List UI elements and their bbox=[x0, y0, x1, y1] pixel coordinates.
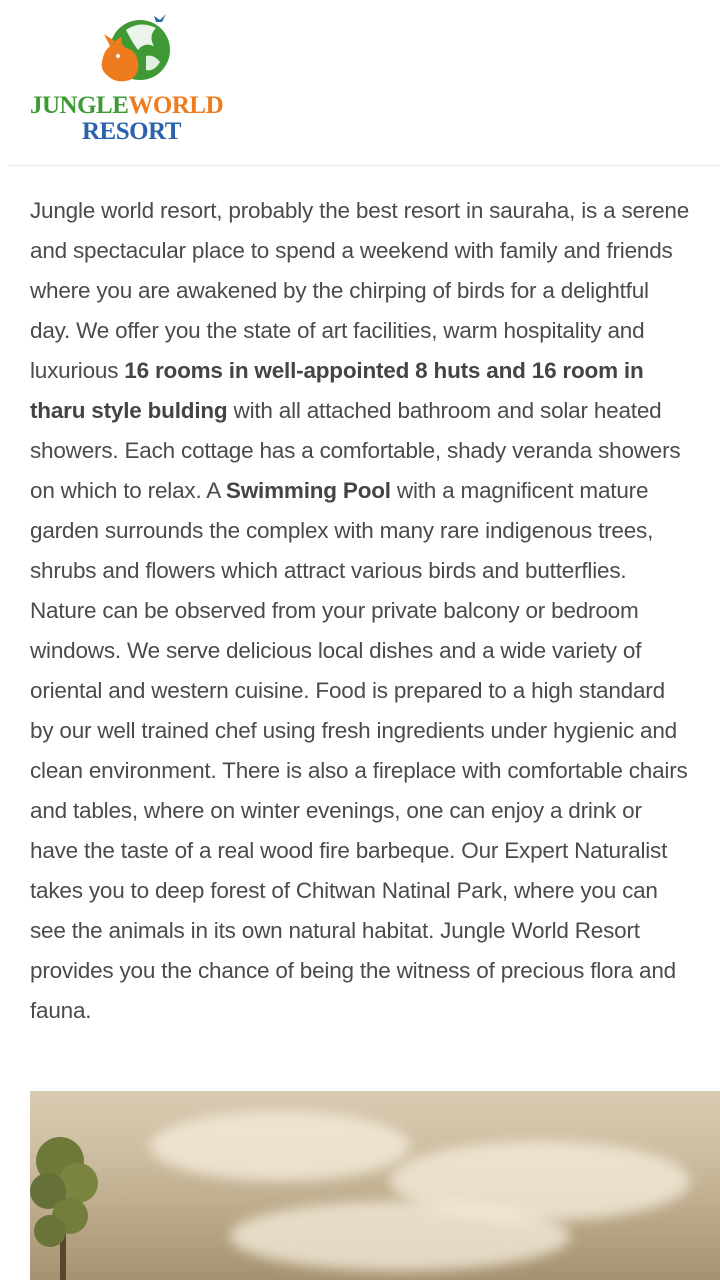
photo-cloud bbox=[150, 1111, 410, 1181]
description-paragraph bbox=[30, 191, 694, 1031]
resort-logo[interactable] bbox=[30, 12, 240, 152]
resort-landscape-photo bbox=[30, 1091, 720, 1280]
tree-icon bbox=[30, 1121, 110, 1280]
photo-cloud bbox=[230, 1201, 570, 1271]
header-divider bbox=[8, 165, 720, 166]
site-header bbox=[0, 0, 720, 166]
description-bold-rooms: 16 rooms in well-appointed 8 huts and 16 room in tharu style bulding bbox=[30, 358, 644, 423]
description-text-2: with all attached bathroom and solar heated showers. Each cottage has a comfortable, shady veranda showers on which to relax. A bbox=[30, 398, 681, 503]
rhino-globe-logo-icon bbox=[96, 12, 176, 92]
description-text-3: with a magnificent mature garden surrounds the complex with many rare indigenous trees, shrubs and flowers which attract various birds and butterflies. Nature can be observed from your private balcony or bedroom windows. We serve delicious local dishes and a wide variety of oriental and western cuisine. Food is prepared to a high standard by our well trained chef using fresh ingredients under hygienic and clean environment. There is also a fireplace with comfortable chairs and tables, where on winter evenings, one can enjoy a drink or have the taste of a real wood fire barbeque. Our Expert Naturalist takes you to deep forest of Chitwan Natinal Park, where you can see the animals in its own natural habitat. Jungle World Resort provides you the chance of being the witness of precious flora and fauna. bbox=[30, 478, 688, 1023]
resort-description bbox=[30, 191, 694, 1031]
description-bold-pool: Swimming Pool bbox=[225, 478, 391, 503]
logo-word-world: WORLD bbox=[128, 92, 224, 119]
logo-word-jungle: JUNGLE bbox=[30, 92, 129, 119]
logo-wordmark-line1 bbox=[30, 92, 240, 120]
logo-word-resort: RESORT bbox=[82, 118, 181, 145]
description-text-1: Jungle world resort, probably the best resort in sauraha, is a serene and spectacular place to spend a weekend with family and friends where you are awakened by the chirping of birds for a delightful day. We offer you the state of art facilities, warm hospitality and luxurious bbox=[30, 198, 690, 383]
